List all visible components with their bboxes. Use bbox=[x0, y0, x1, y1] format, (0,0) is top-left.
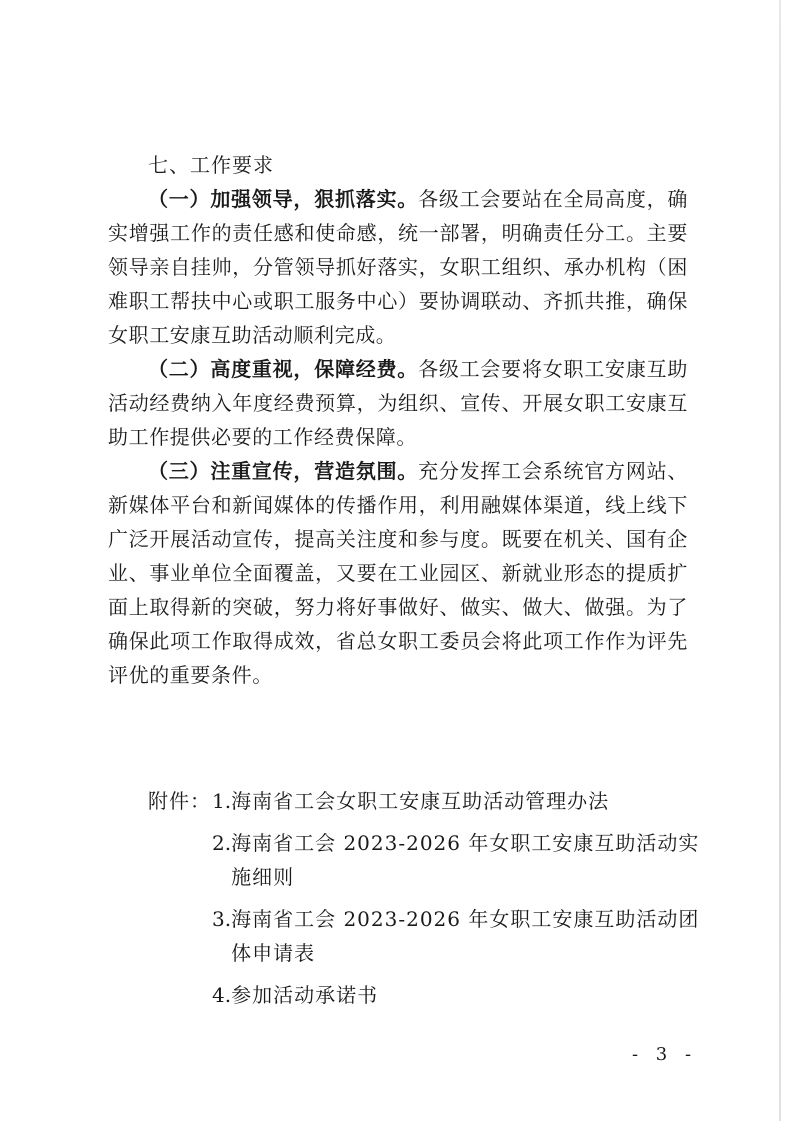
paragraph-funding bbox=[108, 352, 688, 454]
attachment-number: 4. bbox=[212, 983, 232, 1007]
attachments-list bbox=[148, 784, 708, 1020]
scan-edge-line bbox=[779, 0, 781, 1121]
attachment-number: 2. bbox=[212, 831, 232, 855]
paragraph-leadership bbox=[108, 182, 688, 352]
attachment-number: 3. bbox=[212, 907, 232, 931]
section-title: 七、工作要求 bbox=[148, 153, 274, 177]
paragraph-lead: （二）高度重视，保障经费。 bbox=[148, 357, 419, 381]
paragraph-body: 各级工会要站在全局高度，确实增强工作的责任感和使命感，统一部署，明确责任分工。主要领导亲自挂帅，分管领导抓好落实，女职工组织、承办机构（困难职工帮扶中心或职工服务中心）要协调联动、齐抓共推，确保女职工安康互助活动顺利完成。 bbox=[108, 187, 688, 347]
document-body bbox=[108, 148, 688, 692]
attachment-title: 海南省工会 2023-2026 年女职工安康互助活动团体申请表 bbox=[231, 907, 700, 965]
attachment-item bbox=[148, 978, 708, 1012]
paragraph-lead: （一）加强领导，狠抓落实。 bbox=[148, 187, 419, 211]
page-number: - 3 - bbox=[632, 1044, 698, 1065]
attachments-label: 附件： bbox=[148, 789, 211, 813]
paragraph-lead: （三）注重宣传，营造氛围。 bbox=[148, 459, 419, 483]
attachment-item bbox=[148, 826, 708, 894]
paragraph-body: 各级工会要将女职工安康互助活动经费纳入年度经费预算，为组织、宣传、开展女职工安康互助工作提供必要的工作经费保障。 bbox=[108, 357, 688, 449]
attachment-title: 海南省工会 2023-2026 年女职工安康互助活动实施细则 bbox=[231, 831, 700, 889]
attachment-item bbox=[148, 902, 708, 970]
attachment-title: 海南省工会女职工安康互助活动管理办法 bbox=[231, 789, 610, 813]
paragraph-publicity bbox=[108, 454, 688, 692]
attachment-title: 参加活动承诺书 bbox=[231, 983, 379, 1007]
attachment-number: 1. bbox=[212, 789, 232, 813]
paragraph-body: 充分发挥工会系统官方网站、新媒体平台和新闻媒体的传播作用，利用融媒体渠道，线上线下广泛开展活动宣传，提高关注度和参与度。既要在机关、国有企业、事业单位全面覆盖，又要在工业园区、新就业形态的提质扩面上取得新的突破，努力将好事做好、做实、做大、做强。为了确保此项工作取得成效，省总女职工委员会将此项工作作为评先评优的重要条件。 bbox=[108, 459, 688, 687]
attachment-item bbox=[148, 784, 708, 818]
